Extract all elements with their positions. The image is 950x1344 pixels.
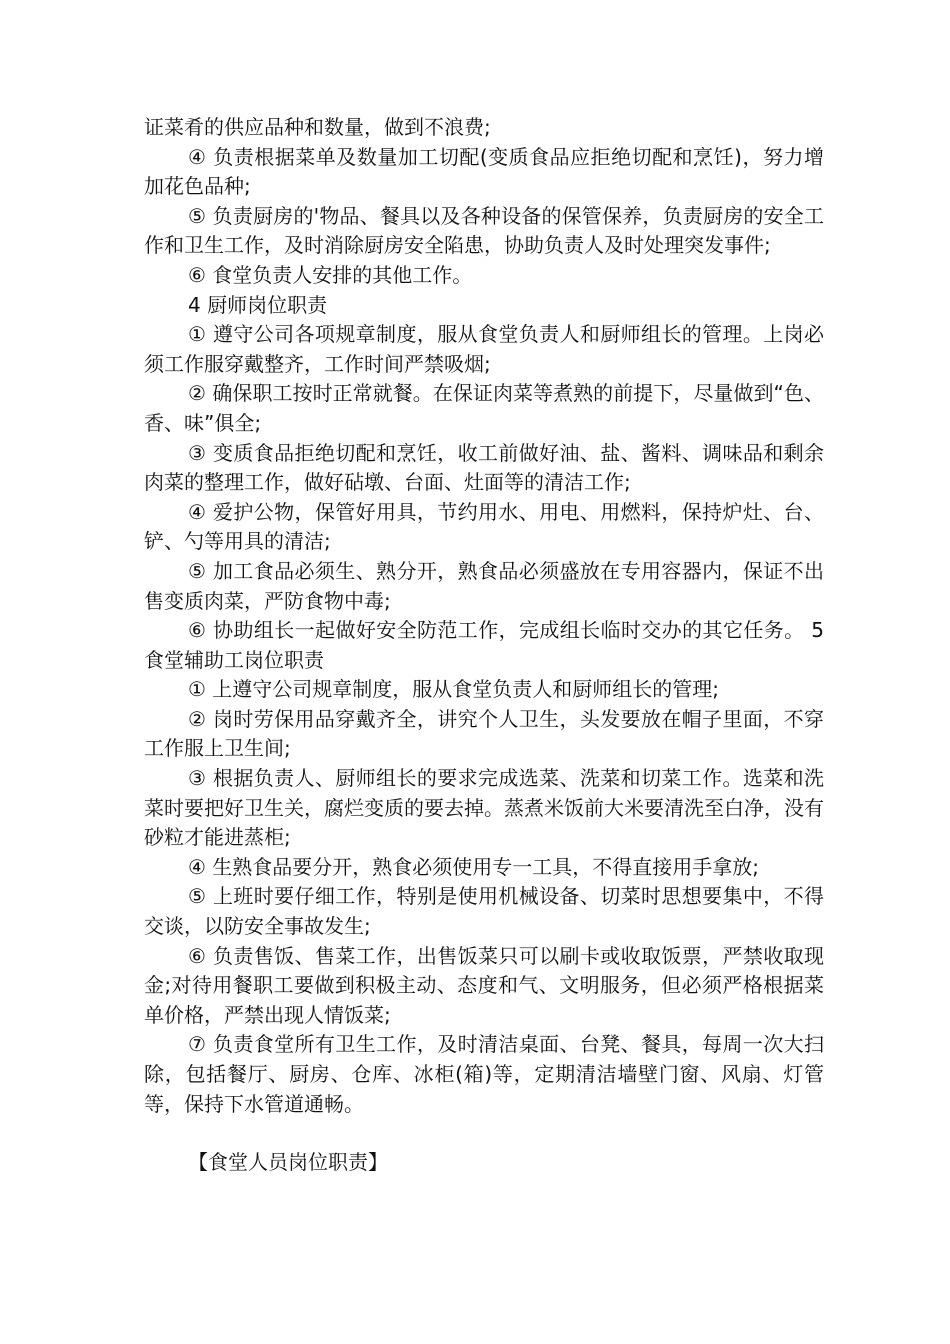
paragraph: ⑥ 负责售饭、售菜工作，出售饭菜只可以刷卡或收取饭票，严禁收取现金;对待用餐职工要做到积极主动、态度和气、文明服务，但必须严格根据菜单价格，严禁出现人情饭菜; [144, 943, 824, 1027]
document-page [144, 113, 824, 1178]
paragraph: ③ 根据负责人、厨师组长的要求完成选菜、洗菜和切菜工作。选菜和洗菜时要把好卫生关，腐烂变质的要去掉。蒸煮米饭前大米要清洗至白净，没有砂粒才能进蒸柜; [144, 766, 824, 850]
section-heading: 【食堂人员岗位职责】 [188, 1150, 388, 1175]
paragraph: 4 厨师岗位职责 [188, 292, 328, 317]
paragraph: ④ 生熟食品要分开，熟食必须使用专一工具，不得直接用手拿放; [188, 854, 760, 879]
paragraph: ⑦ 负责食堂所有卫生工作，及时清洁桌面、台凳、餐具，每周一次大扫除，包括餐厅、厨房、仓库、冰柜(箱)等，定期清洁墙壁门窗、风扇、灯管等，保持下水管道通畅。 [144, 1032, 824, 1116]
paragraph: ① 上遵守公司规章制度，服从食堂负责人和厨师组长的管理; [188, 677, 720, 702]
paragraph: ⑥ 协助组长一起做好安全防范工作，完成组长临时交办的其它任务。 5 食堂辅助工岗位职责 [144, 618, 824, 672]
paragraph: ② 岗时劳保用品穿戴齐全，讲究个人卫生，头发要放在帽子里面，不穿工作服上卫生间; [144, 706, 824, 761]
paragraph: ⑤ 上班时要仔细工作，特别是使用机械设备、切菜时思想要集中，不得交谈，以防安全事故发生; [144, 884, 824, 939]
document-body [144, 113, 824, 1119]
paragraph: ④ 负责根据菜单及数量加工切配(变质食品应拒绝切配和烹饪)，努力增加花色品种; [144, 144, 824, 199]
paragraph: ④ 爱护公物，保管好用具，节约用水、用电、用燃料，保持炉灶、台、铲、勺等用具的清洁; [144, 499, 824, 554]
paragraph: ① 遵守公司各项规章制度，服从食堂负责人和厨师组长的管理。上岗必须工作服穿戴整齐，工作时间严禁吸烟; [144, 322, 824, 376]
paragraph: ⑤ 负责厨房的'物品、餐具以及各种设备的保管保养，负责厨房的安全工作和卫生工作，及时消除厨房安全陷患，协助负责人及时处理突发事件; [144, 203, 824, 258]
paragraph: 证菜肴的供应品种和数量，做到不浪费; [144, 115, 491, 139]
paragraph: ⑥ 食堂负责人安排的其他工作。 [188, 262, 473, 287]
paragraph: ③ 变质食品拒绝切配和烹饪，收工前做好油、盐、酱料、调味品和剩余肉菜的整理工作，做好砧墩、台面、灶面等的清洁工作; [144, 440, 824, 495]
paragraph: ② 确保职工按时正常就餐。在保证肉菜等煮熟的前提下，尽量做到“色、香、味”俱全; [144, 381, 824, 435]
paragraph-gap [144, 1119, 824, 1148]
paragraph: ⑤ 加工食品必须生、熟分开，熟食品必须盛放在专用容器内，保证不出售变质肉菜，严防食物中毒; [144, 558, 824, 613]
